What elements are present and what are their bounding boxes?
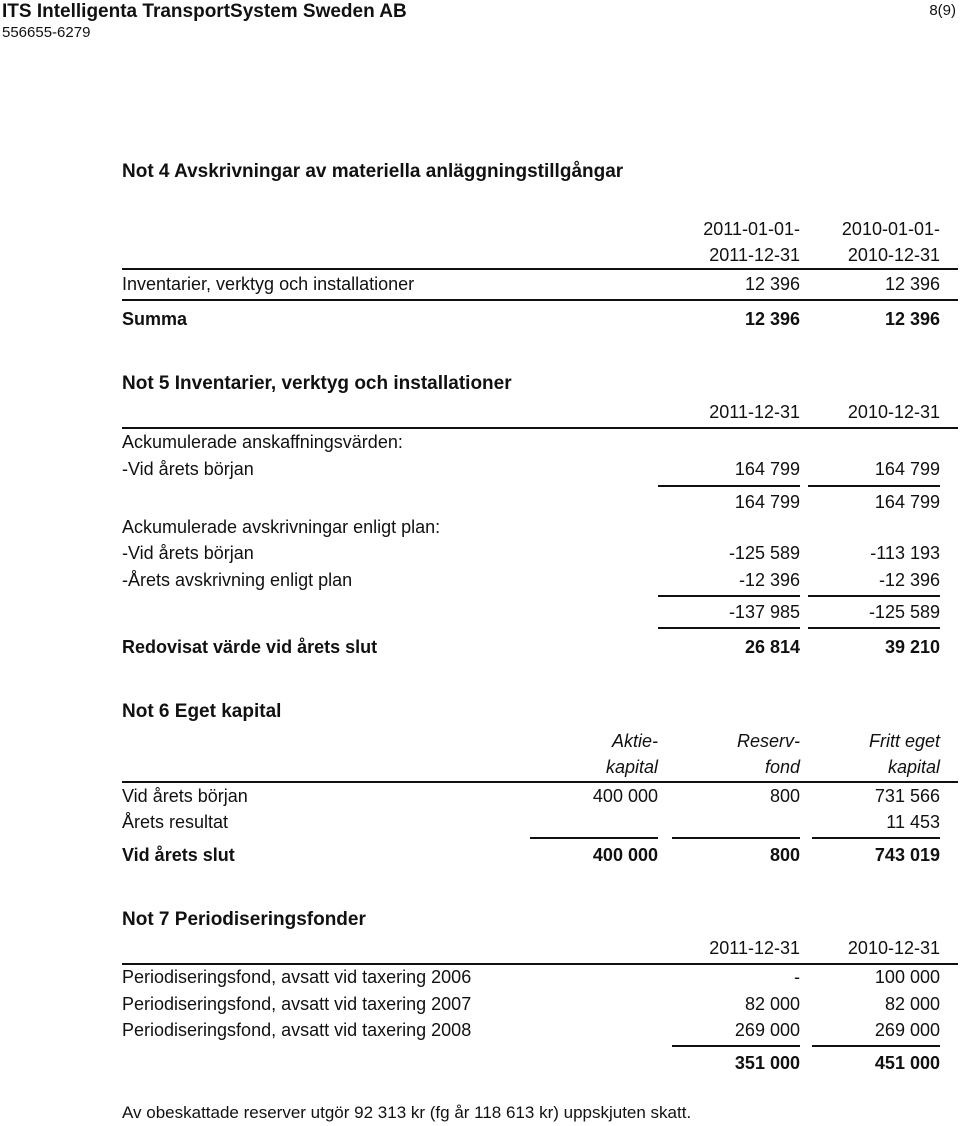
value-2011: -12 396 xyxy=(738,570,800,590)
total-2011: 12 396 xyxy=(744,309,800,329)
subtotal-rule-2011 xyxy=(658,485,800,487)
dep-subtotal-rule-2011 xyxy=(658,595,800,597)
org-number: 556655-6279 xyxy=(2,24,91,41)
value-2010: 82 000 xyxy=(884,994,940,1014)
row-label: -Vid årets början xyxy=(122,459,254,479)
total-label: Summa xyxy=(122,309,188,329)
total-fritt: 743 019 xyxy=(874,845,940,865)
value-fritt: 731 566 xyxy=(874,786,940,806)
note-6-title: Not 6 Eget kapital xyxy=(122,701,282,722)
note-7-header-rule xyxy=(122,963,958,965)
total-2010: 451 000 xyxy=(874,1053,940,1073)
value-2011: 82 000 xyxy=(744,994,800,1014)
total-reserv: 800 xyxy=(769,845,800,865)
total-2010: 39 210 xyxy=(884,637,940,657)
value-aktie: 400 000 xyxy=(592,786,658,806)
col-reserv-line1: Reserv- xyxy=(736,731,800,751)
row-label: Inventarier, verktyg och installationer xyxy=(122,274,415,294)
row-label: Periodiseringsfond, avsatt vid taxering 2007 xyxy=(122,994,472,1014)
note-5-col-2011: 2011-12-31 xyxy=(709,402,800,422)
dep-subtotal-rule-2010 xyxy=(808,595,940,597)
total-label: Redovisat värde vid årets slut xyxy=(122,637,378,657)
total-rule-2010 xyxy=(812,1045,940,1047)
col-fritt-line2: kapital xyxy=(887,757,940,777)
value-reserv: 800 xyxy=(769,786,800,806)
value-2011: 164 799 xyxy=(734,459,800,479)
subtotal-2011: -137 985 xyxy=(728,602,800,622)
value-2010: 100 000 xyxy=(874,967,940,987)
total-rule-2010 xyxy=(808,627,940,629)
row-label: Årets resultat xyxy=(122,812,229,832)
total-2011: 26 814 xyxy=(744,637,800,657)
value-fritt: 11 453 xyxy=(886,812,940,832)
value-2010: 164 799 xyxy=(874,459,940,479)
note-7-col-2011: 2011-12-31 xyxy=(709,938,800,958)
value-2010: -12 396 xyxy=(878,570,940,590)
row-label: -Årets avskrivning enligt plan xyxy=(122,570,353,590)
page-number: 8(9) xyxy=(929,2,956,19)
value-2010: -113 193 xyxy=(870,543,940,563)
value-2011: 269 000 xyxy=(734,1020,800,1040)
subtotal-rule-2010 xyxy=(808,485,940,487)
total-rule-fritt xyxy=(812,837,940,839)
subtotal-2010: 164 799 xyxy=(874,492,940,512)
note-4-col-2011-line2: 2011-12-31 xyxy=(709,245,800,265)
note-4-row-rule xyxy=(122,299,958,301)
row-label: Periodiseringsfond, avsatt vid taxering 2008 xyxy=(122,1020,472,1040)
note-5-title: Not 5 Inventarier, verktyg och installationer xyxy=(122,373,512,394)
acq-heading: Ackumulerade anskaffningsvärden: xyxy=(122,432,403,452)
note-4-title: Not 4 Avskrivningar av materiella anläggningstillgångar xyxy=(122,161,624,182)
col-aktie-line1: Aktie- xyxy=(611,731,658,751)
subtotal-2011: 164 799 xyxy=(734,492,800,512)
note-5-col-2010: 2010-12-31 xyxy=(847,402,940,422)
note-7-col-2010: 2010-12-31 xyxy=(847,938,940,958)
total-rule-reserv xyxy=(672,837,800,839)
total-label: Vid årets slut xyxy=(122,845,235,865)
subtotal-2010: -125 589 xyxy=(868,602,940,622)
note-6-header-rule xyxy=(122,781,958,783)
row-label: Periodiseringsfond, avsatt vid taxering 2006 xyxy=(122,967,472,987)
total-2010: 12 396 xyxy=(884,309,940,329)
note-4-col-2010-line1: 2010-01-01- xyxy=(841,219,940,239)
value-2011: -125 589 xyxy=(728,543,800,563)
note-4-header-rule xyxy=(122,268,958,270)
note-7-title: Not 7 Periodiseringsfonder xyxy=(122,909,366,930)
col-reserv-line2: fond xyxy=(764,757,800,777)
note-4-col-2011-line1: 2011-01-01- xyxy=(703,219,800,239)
deferred-tax-footnote: Av obeskattade reserver utgör 92 313 kr (fg år 118 613 kr) uppskjuten skatt. xyxy=(122,1103,692,1122)
company-name: ITS Intelligenta TransportSystem Sweden AB xyxy=(2,1,407,22)
value-2011: - xyxy=(794,967,800,987)
col-fritt-line1: Fritt eget xyxy=(868,731,940,751)
col-aktie-line2: kapital xyxy=(605,757,658,777)
total-rule-2011 xyxy=(658,627,800,629)
total-2011: 351 000 xyxy=(734,1053,800,1073)
row-label: -Vid årets början xyxy=(122,543,254,563)
total-aktie: 400 000 xyxy=(592,845,658,865)
dep-heading: Ackumulerade avskrivningar enligt plan: xyxy=(122,517,441,537)
value-2010: 12 396 xyxy=(884,274,940,294)
note-4-col-2010-line2: 2010-12-31 xyxy=(847,245,940,265)
value-2010: 269 000 xyxy=(874,1020,940,1040)
value-2011: 12 396 xyxy=(744,274,800,294)
row-label: Vid årets början xyxy=(122,786,248,806)
total-rule-aktie xyxy=(530,837,658,839)
note-5-header-rule xyxy=(122,427,958,429)
total-rule-2011 xyxy=(672,1045,800,1047)
